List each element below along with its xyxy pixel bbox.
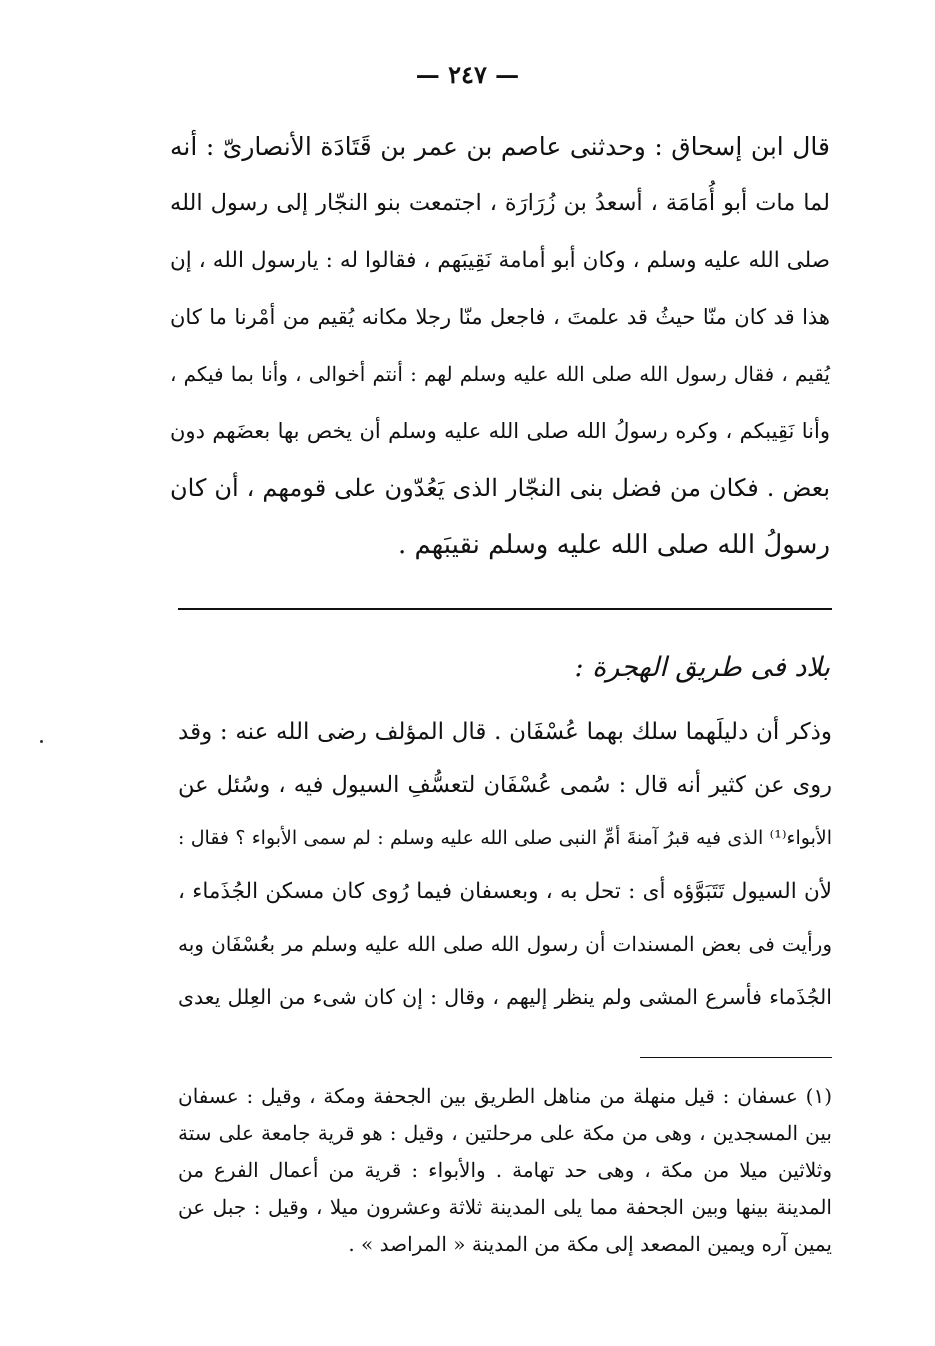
text-line: وذكر أن دليلَهما سلك بهما عُسْفَان . قال المؤلف رضى الله عنه : وقد [178,719,832,745]
text-line: بعض . فكان من فضل بنى النجّار الذى يَعُدّون على قومهم ، أن كان [170,474,830,502]
paragraph-usfan [178,706,832,1024]
footnote-line: (١) عسفان : قيل منهلة من مناهل الطريق بين الجحفة ومكة ، وقيل : عسفان [178,1084,832,1108]
section-divider [178,608,832,610]
text-line: هذا قد كان منّا حيثُ قد علمتَ ، فاجعل منّا رجلا مكانه يُقيم من أمْرنا ما كان [170,305,830,329]
footnote-line: وثلاثين ميلا من مكة ، وهى حد تهامة . والأبواء : قرية من أعمال الفرع من [178,1158,832,1182]
text-line: لما مات أبو أُمَامَة ، أسعدُ بن زُرَارَة ، اجتمعت بنو النجّار إلى رسول الله [170,190,830,216]
footnote-line: يمين آره ويمين المصعد إلى مكة من المدينة « المراصد » . [348,1232,832,1256]
text-line: رسولُ الله صلى الله عليه وسلم نقيبَهم . [397,530,830,560]
text-line: لأن السيول تَتَبَوَّؤه أى : تحل به ، وبعسفان فيما رُوى كان مسكن الجُذَماء ، [178,879,832,904]
text-line: روى عن كثير أنه قال : سُمى عُسْفَان لتعسُّفِ السيول فيه ، وسُئل عن [178,772,832,798]
text-line: قال ابن إسحاق : وحدثنى عاصم بن عمر بن قَتَادَة الأنصارىّ : أنه [170,132,830,161]
footnote-divider [640,1057,832,1058]
text-line: الأبواء⁽¹⁾ الذى فيه قبرُ آمنةَ أمِّ النبى صلى الله عليه وسلم : لم سمى الأبواء ؟ فقال : [178,827,832,849]
footnote-line: بين المسجدين ، وهى من مكة على مرحلتين ، وقيل : هو قرية جامعة على ستة [178,1121,832,1145]
text-line: ورأيت فى بعض المسندات أن رسول الله صلى الله عليه وسلم مر بعُسْفَان وبه [178,932,832,956]
footnote-line: المدينة بينها وبين الجحفة مما يلى المدينة ثلاثة وعشرون ميلا ، وقيل : جبل عن [178,1195,832,1219]
page-number: — ٢٤٧ — [415,60,520,89]
text-line: الجُذَماء فأسرع المشى ولم ينظر إليهم ، وقال : إن كان شىء من العِلل يعدى [178,985,832,1009]
text-line: وأنا نَقِيبكم ، وكره رسولُ الله صلى الله عليه وسلم أن يخص بها بعضَهم دون [170,419,830,443]
text-line: صلى الله عليه وسلم ، وكان أبو أمامة نَقِيبَهم ، فقالوا له : يارسول الله ، إن [170,248,830,273]
margin-speck [40,740,43,743]
paragraph-ibn-ishaq [170,118,830,574]
section-heading: بلاد فى طريق الهجرة : [574,652,830,683]
text-line: يُقيم ، فقال رسول الله صلى الله عليه وسلم لهم : أنتم أخوالى ، وأنا بما فيكم ، [170,362,830,386]
footnote [178,1078,832,1263]
